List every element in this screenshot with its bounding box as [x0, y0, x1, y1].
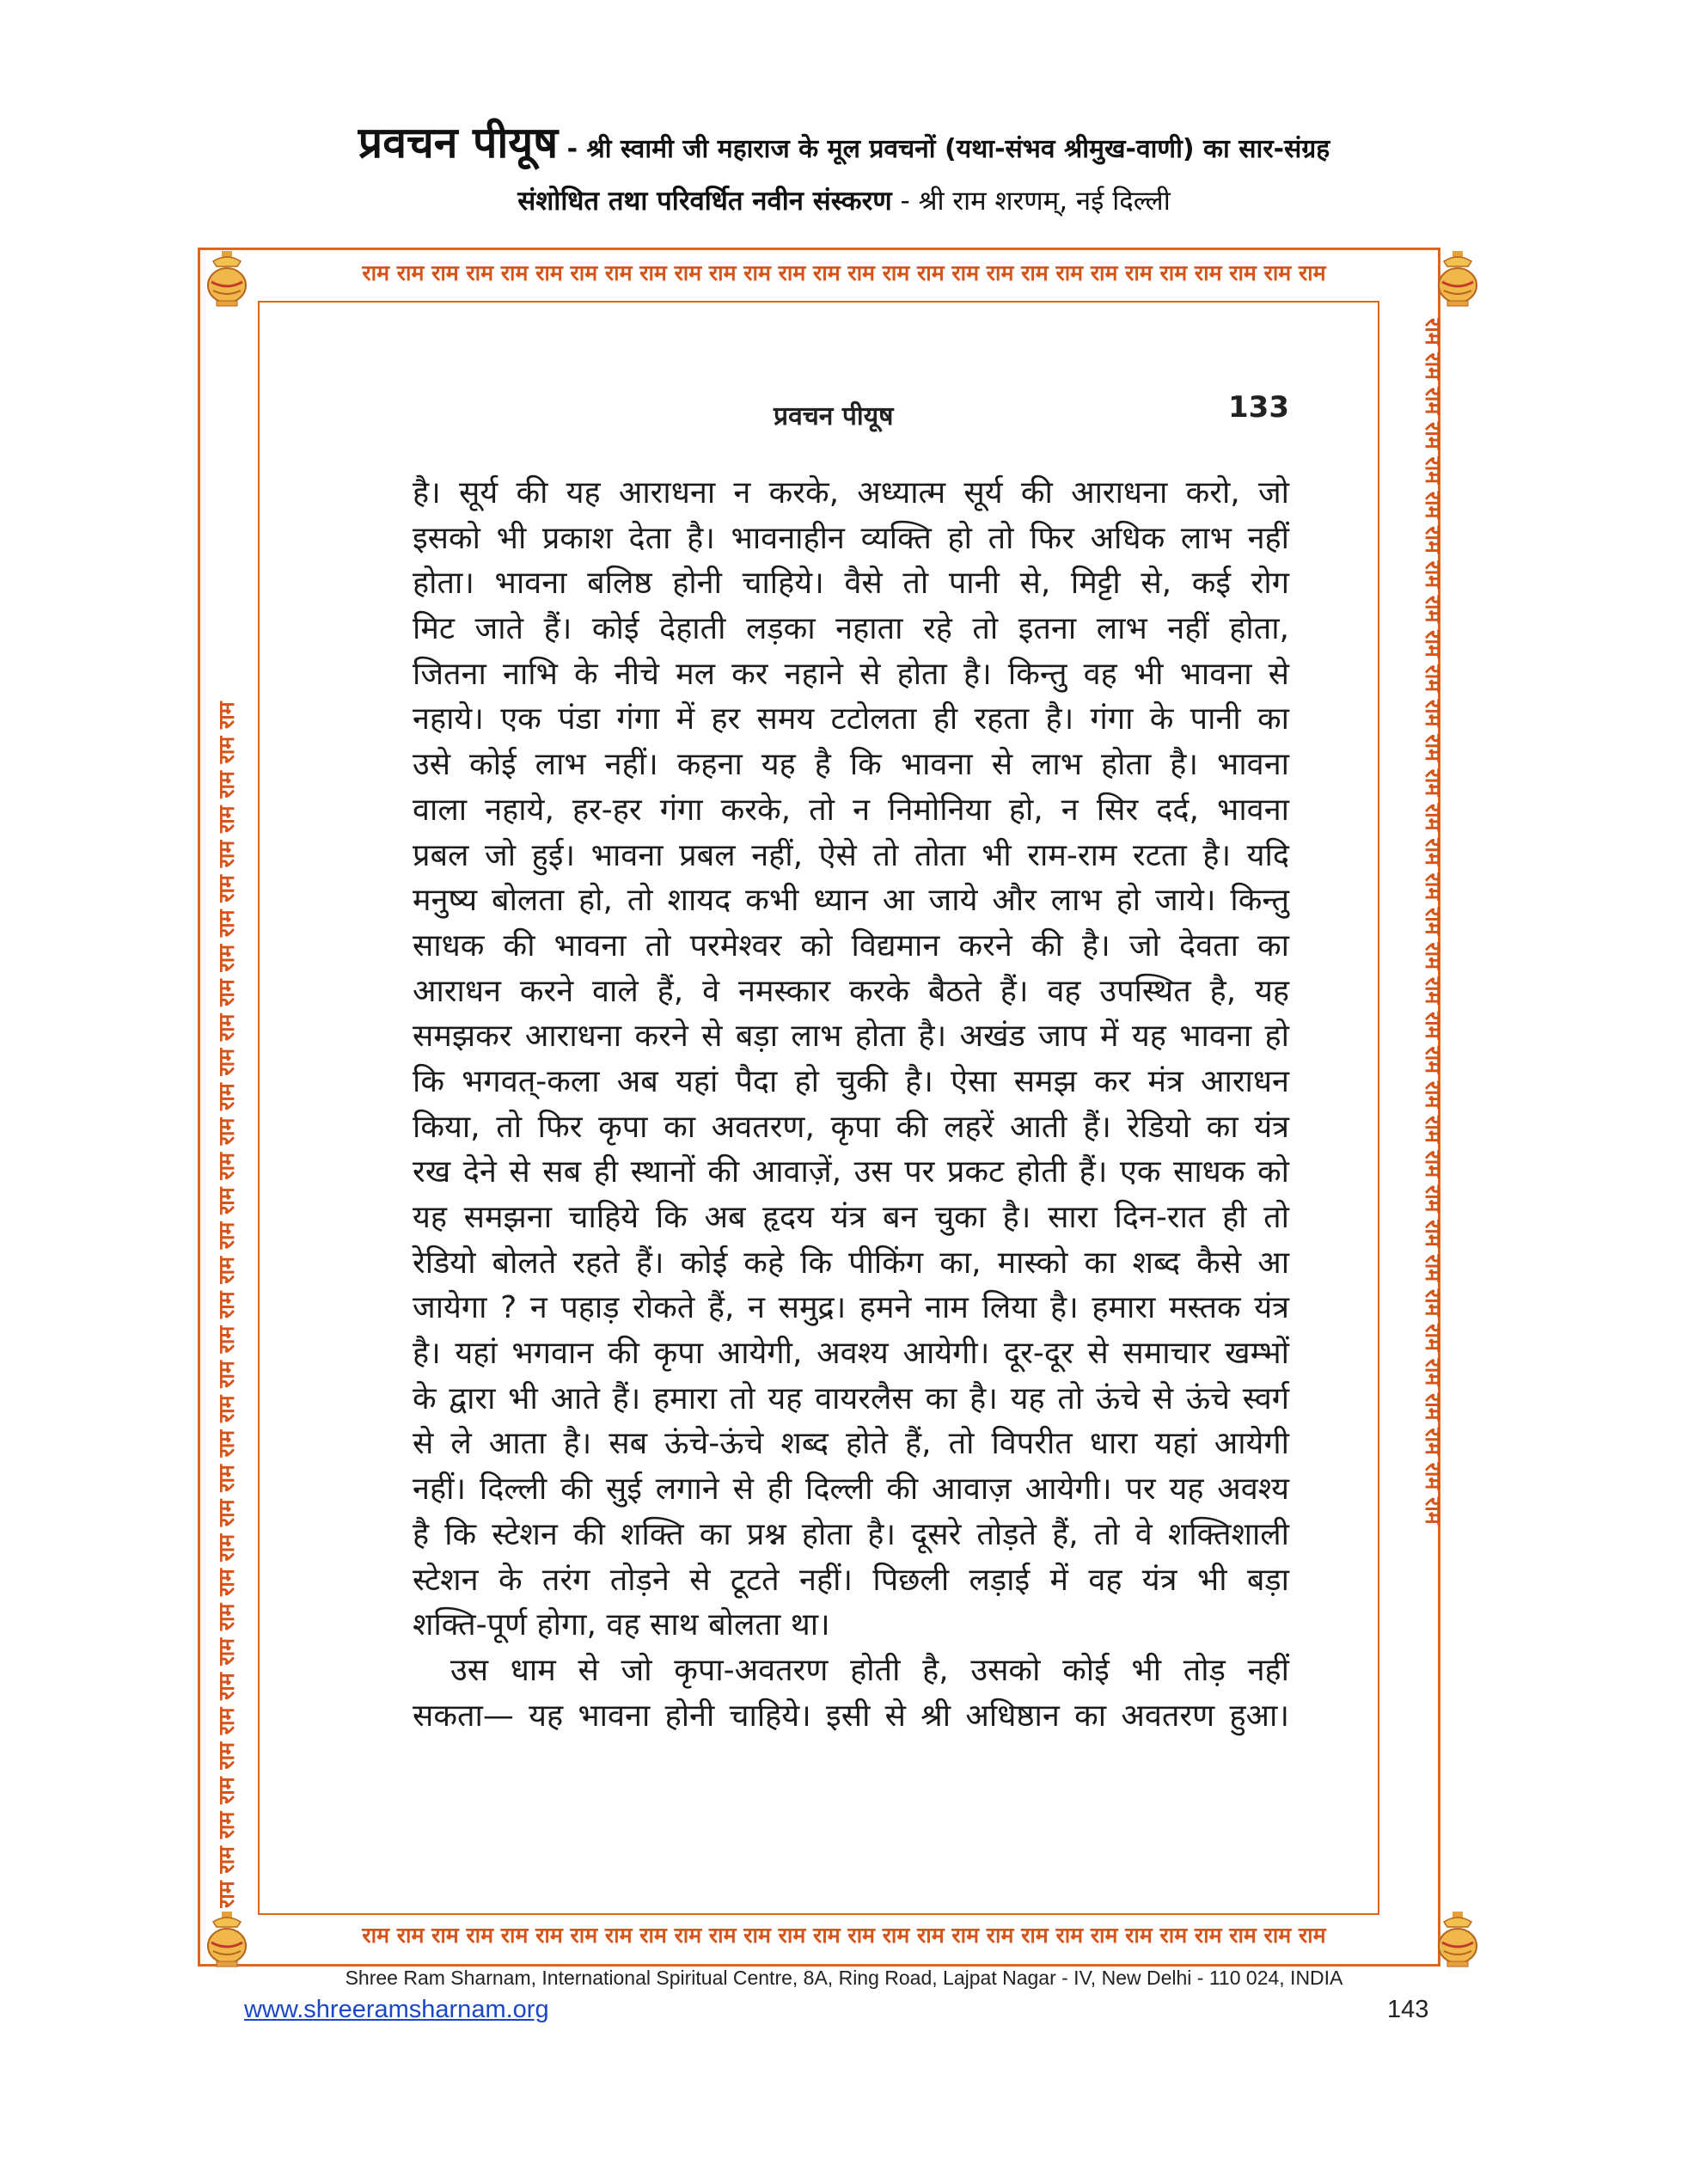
pdf-page-number: 143	[1387, 1996, 1429, 2023]
text-line: शक्ति-पूर्ण होगा, वह साथ बोलता था।	[413, 1607, 830, 1643]
kalash-icon	[1434, 249, 1482, 309]
text-line: नहाये। एक पंडा गंगा में हर समय टटोलता ही रहता है। गंगा के पानी का	[413, 701, 1289, 737]
text-line: इसको भी प्रकाश देता है। भावनाहीन व्यक्ति हो तो फिर अधिक लाभ नहीं	[413, 520, 1289, 556]
running-title: प्रवचन पीयूष	[774, 401, 894, 431]
text-line: वाला नहाये, हर-हर गंगा करके, तो न निमोनिया हो, न सिर दर्द, भावना	[413, 792, 1289, 828]
text-line: रेडियो बोलते रहते हैं। कोई कहे कि पीकिंग का, मास्को का शब्द कैसे आ	[413, 1245, 1289, 1281]
text-line: आराधन करने वाले हैं, वे नमस्कार करके बैठते हैं। वह उपस्थित है, यह	[413, 973, 1289, 1009]
border-ram-left: राम राम राम राम राम राम राम राम राम राम राम राम राम राम राम राम राम राम राम राम राम राम राम राम राम राम राम राम राम राम राम राम राम राम राम	[214, 701, 239, 1908]
text-line: से ले आता है। सब ऊंचे-ऊंचे शब्द होते हैं, तो विपरीत धारा यहां आयेगी	[413, 1426, 1289, 1462]
text-line: सकता— यह भावना होनी चाहिये। इसी से श्री अधिष्ठान का अवतरण हुआ।	[413, 1698, 1289, 1734]
text-line: नहीं। दिल्ली की सुई लगाने से ही दिल्ली की आवाज़ आयेगी। पर यह अवश्य	[413, 1471, 1289, 1508]
text-line: जितना नाभि के नीचे मल कर नहाने से होता है। किन्तु वह भी भावना से	[413, 656, 1289, 692]
text-line: समझकर आराधना करने से बड़ा लाभ होता है। अखंड जाप में यह भावना हो	[413, 1019, 1289, 1055]
text-line: जायेगा ? न पहाड़ रोकते हैं, न समुद्र। हमने नाम लिया है। हमारा मस्तक यंत्र	[413, 1290, 1289, 1326]
book-page-number: 133	[1228, 390, 1289, 425]
header-title-main: प्रवचन पीयूष	[358, 118, 559, 168]
header-subtitle-rest: - श्री राम शरणम्, नई दिल्ली	[891, 186, 1171, 217]
text-line: यह समझना चाहिये कि अब हृदय यंत्र बन चुका है। सारा दिन-रात ही तो	[413, 1200, 1289, 1235]
text-line: है कि स्टेशन की शक्ति का प्रश्न होता है। दूसरे तोड़ते हैं, तो वे शक्तिशाली	[413, 1516, 1289, 1552]
text-line: किया, तो फिर कृपा का अवतरण, कृपा की लहरें आती हैं। रेडियो का यंत्र	[413, 1109, 1289, 1145]
kalash-icon	[203, 249, 251, 309]
text-line: स्टेशन के तरंग तोड़ने से टूटते नहीं। पिछली लड़ाई में वह यंत्र भी बड़ा	[413, 1562, 1289, 1598]
border-ram-right: राम राम राम राम राम राम राम राम राम राम राम राम राम राम राम राम राम राम राम राम राम राम राम राम राम राम राम राम राम राम राम राम राम राम राम	[1421, 318, 1446, 1525]
kalash-icon	[203, 1910, 251, 1970]
website-link[interactable]: www.shreeramsharnam.org	[244, 1996, 549, 2023]
text-line: उस धाम से जो कृपा-अवतरण होती है, उसको कोई भी तोड़ नहीं	[450, 1652, 1289, 1688]
text-line: है। सूर्य की यह आराधना न करके, अध्यात्म सूर्य की आराधना करो, जो	[413, 475, 1289, 511]
border-ram-top: राम राम राम राम राम राम राम राम राम राम राम राम राम राम राम राम राम राम राम राम राम राम राम राम राम राम राम राम	[362, 260, 1326, 285]
text-line: प्रबल जो हुई। भावना प्रबल नहीं, ऐसे तो तोता भी राम-राम रटता है। यदि	[413, 837, 1289, 873]
scanned-page-header	[413, 390, 1289, 440]
text-line: है। यहां भगवान की कृपा आयेगी, अवश्य आयेगी। दूर-दूर से समाचार खम्भों	[413, 1336, 1289, 1372]
document-header-title	[0, 112, 1688, 170]
text-line: उसे कोई लाभ नहीं। कहना यह है कि भावना से लाभ होता है। भावना	[413, 747, 1289, 783]
text-line: मिट जाते हैं। कोई देहाती लड़का नहाता रहे तो इतना लाभ नहीं होता,	[413, 611, 1289, 647]
text-line: कि भगवत्-कला अब यहां पैदा हो चुकी है। ऐसा समझ कर मंत्र आराधन	[413, 1063, 1289, 1099]
border-ram-bottom: राम राम राम राम राम राम राम राम राम राम राम राम राम राम राम राम राम राम राम राम राम राम राम राम राम राम राम राम	[362, 1923, 1326, 1948]
text-line: के द्वारा भी आते हैं। हमारा तो यह वायरलैस का है। यह तो ऊंचे से ऊंचे स्वर्ग	[413, 1380, 1289, 1416]
header-title-rest: - श्री स्वामी जी महाराज के मूल प्रवचनों (यथा-संभव श्रीमुख-वाणी) का सार-संग्रह	[558, 134, 1330, 164]
body-text	[413, 471, 1289, 1739]
text-line: साधक की भावना तो परमेश्वर को विद्यमान करने की है। जो देवता का	[413, 927, 1289, 964]
kalash-icon	[1434, 1910, 1482, 1970]
footer-address: Shree Ram Sharnam, International Spiritual Centre, 8A, Ring Road, Lajpat Nagar - IV, New Delhi - 110 024, INDIA	[345, 1967, 1343, 1989]
header-subtitle-bold: संशोधित तथा परिवर्धित नवीन संस्करण	[517, 186, 892, 217]
text-line: होता। भावना बलिष्ठ होनी चाहिये। वैसे तो पानी से, मिट्टी से, कई रोग	[413, 566, 1289, 602]
text-line: रख देने से सब ही स्थानों की आवाज़ें, उस पर प्रकट होती हैं। एक साधक को	[413, 1154, 1289, 1190]
text-line: मनुष्य बोलता हो, तो शायद कभी ध्यान आ जाये और लाभ हो जाये। किन्तु	[413, 883, 1289, 919]
document-header-subtitle	[0, 182, 1688, 218]
